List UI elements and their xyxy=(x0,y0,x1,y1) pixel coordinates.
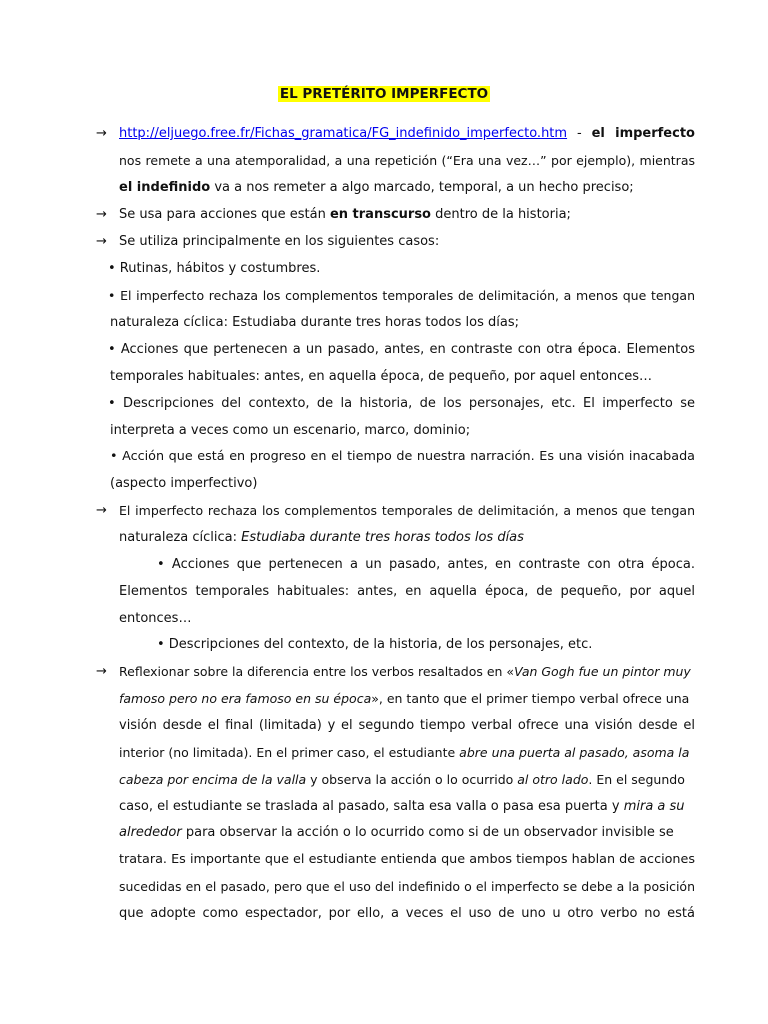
paragraph-5-line-4-italic: abre una puerta al pasado, asoma la xyxy=(459,745,690,760)
paragraph-5-line-3: visión desde el final (limitada) y el segundo tiempo verbal ofrece una visión desde el xyxy=(119,718,695,733)
paragraph-4-line-2 xyxy=(119,528,524,548)
example-italic: Estudiaba durante tres horas todos los días xyxy=(241,530,524,545)
paragraph-5-line-5-italic-a: cabeza por encima de la valla xyxy=(119,772,307,787)
sub-bullet-1-line-1: • Acciones que pertenecen a un pasado, antes, en contraste con otra época. xyxy=(157,557,695,572)
bullet-2-line-1: • El imperfecto rechaza los complementos temporales de delimitación, a menos que tengan xyxy=(108,288,695,303)
arrow-icon: → xyxy=(96,207,107,222)
paragraph-5-line-8: tratara. Es importante que el estudiante entienda que ambos tiempos hablan de acciones xyxy=(119,852,695,867)
paragraph-5-line-6-italic: mira a su xyxy=(623,799,685,814)
quote-italic-1: Van Gogh fue un pintor muy xyxy=(514,664,691,679)
paragraph-5-line-10: que adopte como espectador, por ello, a veces el uso de uno u otro verbo no está xyxy=(119,906,695,921)
bullet-4-line-2: interpreta a veces como un escenario, marco, dominio; xyxy=(110,423,471,438)
bold-term-imperfecto: el imperfecto xyxy=(591,126,695,141)
paragraph-5-line-6-pre: caso, el estudiante se traslada al pasado, salta esa valla o pasa esa puerta y xyxy=(119,799,624,814)
paragraph-4-line-1: El imperfecto rechaza los complementos temporales de delimitación, a menos que tengan xyxy=(119,503,695,518)
arrow-icon: → xyxy=(96,664,107,679)
bullet-3-line-1: • Acciones que pertenecen a un pasado, antes, en contraste con otra época. Elementos xyxy=(108,342,695,357)
paragraph-5-line-4-pre: interior (no limitada). En el primer caso, el estudiante xyxy=(119,745,460,760)
arrow-icon: → xyxy=(96,126,107,141)
paragraph-2-post: dentro de la historia; xyxy=(430,207,571,222)
paragraph-1-line-2: nos remete a una atemporalidad, a una repetición (“Era una vez…” por ejemplo), mientras xyxy=(119,153,695,168)
sub-bullet-2: • Descripciones del contexto, de la historia, de los personajes, etc. xyxy=(157,637,593,652)
paragraph-1-line-1 xyxy=(119,124,695,144)
paragraph-5-line-5-italic-b: al otro lado xyxy=(517,772,589,787)
sub-bullet-1-line-2: Elementos temporales habituales: antes, en aquella época, de pequeño, por aquel xyxy=(119,584,695,599)
paragraph-5-line-5-mid: y observa la acción o lo ocurrido xyxy=(306,772,518,787)
paragraph-5-line-2-post: », en tanto que el primer tiempo verbal ofrece una xyxy=(371,691,690,706)
bullet-5-line-1: • Acción que está en progreso en el tiempo de nuestra narración. Es una visión inacabada xyxy=(110,449,695,464)
reference-link[interactable]: http://eljuego.free.fr/Fichas_gramatica/FG_indefinido_imperfecto.htm xyxy=(119,126,568,141)
paragraph-5-line-2 xyxy=(119,689,689,709)
quote-italic-2: famoso pero no era famoso en su época xyxy=(119,691,372,706)
paragraph-2-pre: Se usa para acciones que están xyxy=(119,207,330,222)
paragraph-1-line-3-text: va a nos remeter a algo marcado, temporal, a un hecho preciso; xyxy=(210,180,634,195)
paragraph-5-line-5 xyxy=(119,770,685,790)
paragraph-2 xyxy=(119,205,571,225)
paragraph-5-line-4 xyxy=(119,743,689,763)
page-title: EL PRETÉRITO IMPERFECTO xyxy=(279,86,489,102)
bold-term-transcurso: en transcurso xyxy=(329,207,431,222)
bullet-4-line-1: • Descripciones del contexto, de la historia, de los personajes, etc. El imperfecto se xyxy=(108,396,695,411)
paragraph-5-line-1 xyxy=(119,662,691,682)
paragraph-5-line-5-post: . En el segundo xyxy=(588,772,685,787)
bullet-1: • Rutinas, hábitos y costumbres. xyxy=(108,261,321,276)
bold-term-indefinido: el indefinido xyxy=(119,180,211,195)
title-container xyxy=(0,86,768,102)
paragraph-5-line-7-post: para observar la acción o lo ocurrido como si de un observador invisible se xyxy=(181,825,674,840)
arrow-icon: → xyxy=(96,234,107,249)
paragraph-3: Se utiliza principalmente en los siguientes casos: xyxy=(119,234,440,249)
dash-separator: - xyxy=(576,126,582,141)
paragraph-5-line-6 xyxy=(119,797,685,817)
paragraph-5-line-9: sucedidas en el pasado, pero que el uso del indefinido o el imperfecto se debe a la posición xyxy=(119,879,695,894)
arrow-icon: → xyxy=(96,503,107,518)
paragraph-5-line-1-pre: Reflexionar sobre la diferencia entre los verbos resaltados en « xyxy=(119,664,515,679)
bullet-3-line-2: temporales habituales: antes, en aquella época, de pequeño, por aquel entonces… xyxy=(110,369,653,384)
sub-bullet-1-line-3: entonces… xyxy=(119,611,192,626)
bullet-5-line-2: (aspecto imperfectivo) xyxy=(110,476,258,491)
bullet-2-line-2: naturaleza cíclica: Estudiaba durante tres horas todos los días; xyxy=(110,315,519,330)
paragraph-4-line-2-pre: naturaleza cíclica: xyxy=(119,530,242,545)
paragraph-5-line-7 xyxy=(119,823,674,843)
paragraph-5-line-7-italic: alrededor xyxy=(119,825,182,840)
paragraph-1-line-3 xyxy=(119,178,634,198)
